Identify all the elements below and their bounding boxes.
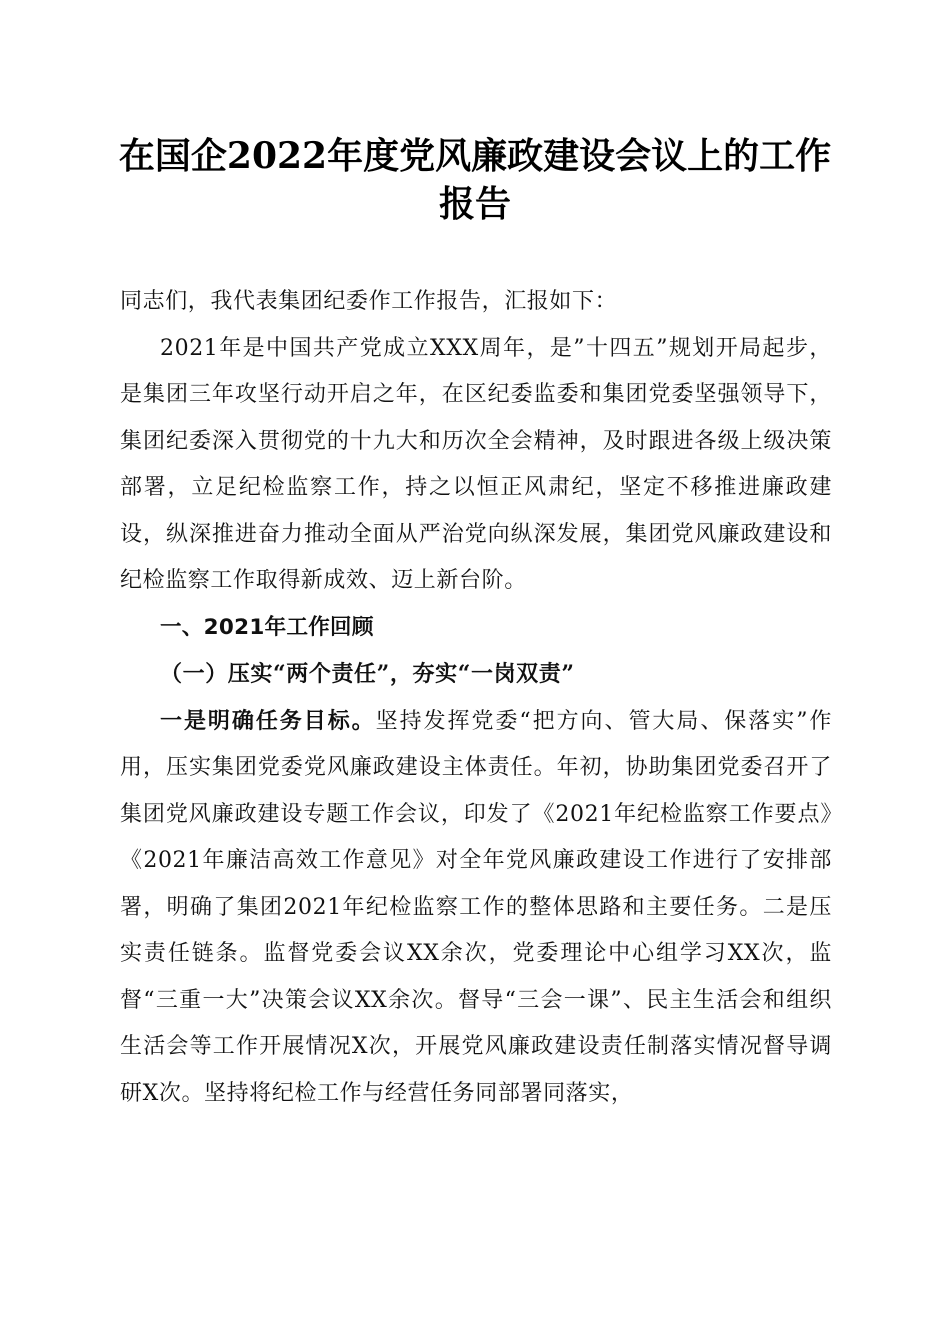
title-line-1: 在国企2022年度党风廉政建设会议上的工作 <box>118 135 832 177</box>
subsection-heading: （一）压实“两个责任”，夯实“一岗双责” <box>160 661 575 687</box>
section-heading: 一、2021年工作回顾 <box>160 614 374 640</box>
intro-paragraph: 2021年是中国共产党成立XXX周年，是”十四五”规划开局起步，是集团三年攻坚行动开启之年，在区纪委监委和集团党委坚强领导下，集团纪委深入贯彻党的十九大和历次全会精神，及时跟进各级上级决策部署，立足纪检监察工作，持之以恒正风肃纪，坚定不移推进廉政建设，纵深推进奋力推动全面从严治党向纵深发展，集团党风廉政建设和纪检监察工作取得新成效、迈上新台阶。 <box>120 335 832 593</box>
paragraph-body: 坚持发挥党委“把方向、管大局、保落实”作用，压实集团党委党风廉政建设主体责任。年初，协助集团党委召开了集团党风廉政建设专题工作会议，印发了《2021年纪检监察工作要点》《2021年廉洁高效工作意见》对全年党风廉政建设工作进行了安排部署，明确了集团2021年纪检监察工作的整体思路和主要任务。二是压实责任链条。监督党委会议XX余次，党委理论中心组学习XX次，监督“三重一大”决策会议XX余次。督导“三会一课”、民主生活会和组织生活会等工作开展情况X次，开展党风廉政建设责任制落实情况督导调研X次。坚持将纪检工作与经营任务同部署同落实， <box>120 708 833 1106</box>
greeting-paragraph: 同志们，我代表集团纪委作工作报告，汇报如下： <box>120 289 618 314</box>
document-title <box>110 132 840 228</box>
title-line-2: 报告 <box>438 183 511 225</box>
document-body <box>120 279 832 1117</box>
paragraph-lead: 一是明确任务目标。 <box>160 707 376 734</box>
body-paragraph <box>120 698 832 1118</box>
